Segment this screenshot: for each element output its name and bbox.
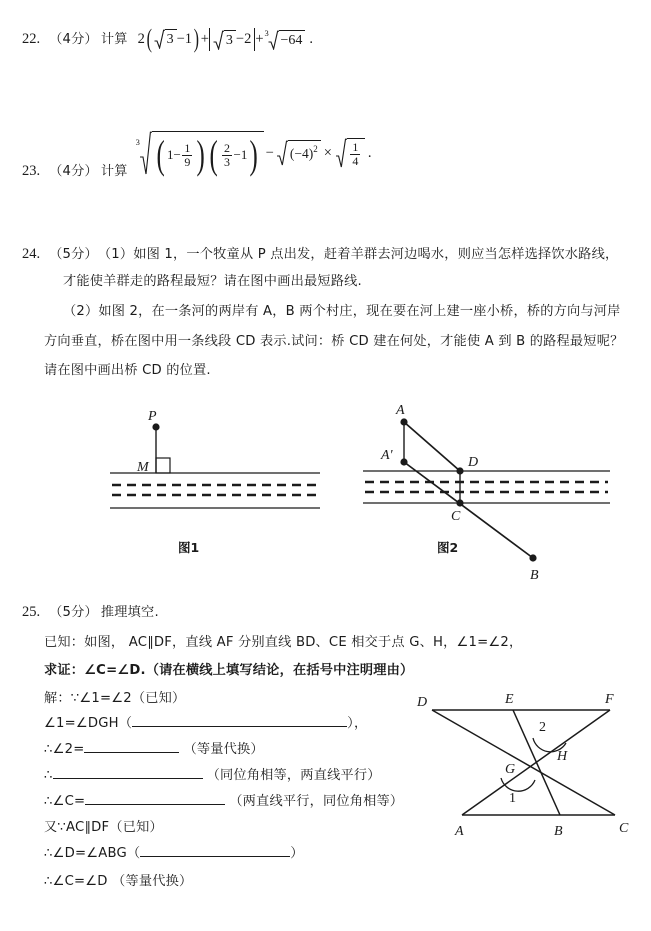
left-paren-icon: ( xyxy=(209,132,218,177)
radical-sign-icon xyxy=(213,30,224,50)
abs-minus-two: −2 xyxy=(235,31,252,47)
figure-25 xyxy=(405,685,651,850)
cube-root-product-radical xyxy=(137,131,264,175)
cube-root-index-23: 3 xyxy=(135,137,140,147)
figure-1-caption: 图1 xyxy=(178,540,200,555)
question-23-expression xyxy=(137,131,372,175)
fraction-one-quarter xyxy=(350,141,360,168)
minus-one-term-23: −1 xyxy=(233,147,248,162)
proof-step-7-text: ∴∠D=∠ABG（ xyxy=(44,846,141,861)
point-b-label: B xyxy=(554,824,563,839)
right-angle-marker xyxy=(156,458,170,473)
fraction-one-ninth xyxy=(182,142,192,169)
radical-sign-icon xyxy=(264,27,279,50)
proof-step-7 xyxy=(44,842,304,861)
proof-step-5-blank[interactable] xyxy=(85,791,225,805)
cube-root-radical xyxy=(264,27,306,50)
left-paren-icon: ( xyxy=(146,24,152,54)
point-e-label: E xyxy=(505,692,514,707)
proof-step-3-reason: （等量代换） xyxy=(183,742,264,757)
question-22 xyxy=(22,24,314,54)
question-25-title: 推理填空. xyxy=(100,605,159,620)
minus-one-term: −1 xyxy=(176,30,193,47)
question-25-score: （5分） xyxy=(49,605,98,620)
figure-25-canvas xyxy=(405,685,651,845)
point-c-dot xyxy=(456,499,463,506)
point-a-dot xyxy=(400,418,407,425)
plus-sign-2: + xyxy=(255,31,264,47)
fraction-numerator: 2 xyxy=(224,140,230,155)
neg-four-base: (−4) xyxy=(289,146,314,161)
proof-step-8 xyxy=(44,870,192,890)
proof-step-2-text: ∠1=∠DGH（ xyxy=(44,716,133,731)
point-c-label: C xyxy=(619,821,629,836)
figure-2-caption: 图2 xyxy=(437,540,459,555)
right-paren-icon: ) xyxy=(249,132,259,177)
radical-sign-icon xyxy=(335,138,347,168)
minus-sign-a: − xyxy=(173,147,181,162)
proof-step-4-blank[interactable] xyxy=(53,765,203,779)
right-paren-icon: ) xyxy=(196,132,205,177)
question-22-number: 22. xyxy=(22,31,41,47)
segment-ad xyxy=(404,422,460,471)
question-23-score: （4分） xyxy=(49,164,98,179)
proof-step-4 xyxy=(44,764,381,783)
point-g-label: G xyxy=(505,762,516,777)
point-a-label: A xyxy=(396,403,405,418)
question-23-number: 23. xyxy=(22,163,41,179)
paren-group-1 xyxy=(145,24,201,54)
sqrt-neg-four-squared xyxy=(276,140,321,166)
proof-step-2-reason: ）， xyxy=(347,716,368,731)
question-22-expression xyxy=(137,24,314,54)
fraction-denominator: 4 xyxy=(352,153,359,168)
question-24-number: 24. xyxy=(22,246,41,262)
proof-step-3 xyxy=(44,738,264,757)
cube-root-product-body xyxy=(152,131,264,175)
sqrt-3-radical-abs xyxy=(213,30,236,50)
one-term: 1 xyxy=(167,147,174,162)
angle-2-label: 2 xyxy=(539,720,546,735)
paren-group-a xyxy=(154,132,208,177)
coefficient-2: 2 xyxy=(137,31,145,47)
question-22-verb: 计算 xyxy=(100,32,128,47)
exponent-two: 2 xyxy=(313,144,318,154)
proof-step-4-text: ∴ xyxy=(44,768,53,783)
times-sign: × xyxy=(323,144,332,161)
point-p-label: P xyxy=(148,409,157,424)
sqrt-body-one-quarter xyxy=(347,138,365,168)
absolute-value-group xyxy=(209,28,255,51)
minus-sign-b: − xyxy=(265,144,274,161)
proof-step-5-text: ∴∠C= xyxy=(44,794,86,809)
proof-step-3-text: ∴∠2= xyxy=(44,742,85,757)
fraction-numerator: 1 xyxy=(352,139,359,154)
figure-2 xyxy=(355,390,645,595)
proof-step-6 xyxy=(44,816,163,836)
point-a-label: A xyxy=(455,824,464,839)
angle-1-label: 1 xyxy=(509,791,516,806)
point-f-label: F xyxy=(605,692,614,707)
radical-sign-icon xyxy=(137,131,152,175)
point-b-label: B xyxy=(530,568,539,583)
question-23 xyxy=(22,131,372,180)
right-paren-icon: ) xyxy=(193,24,200,54)
question-22-score: （4分） xyxy=(49,32,98,47)
proof-step-2-blank[interactable] xyxy=(132,713,347,727)
question-25-given: 已知：如图， AC∥DF，直线 AF 分别直线 BD、CE 相交于点 G、H，∠1=∠2， xyxy=(44,635,523,650)
question-24-line-4: 方向垂直，桥在图中用一条线段 CD 表示.试问：桥 CD 建在何处，才能使 A 到 B 的路程最短呢？ xyxy=(44,334,624,349)
plus-sign-1: + xyxy=(200,31,209,47)
sqrt-one-quarter xyxy=(335,138,365,168)
segment-aprime-b xyxy=(404,462,533,558)
fraction-denominator: 3 xyxy=(224,154,230,169)
figure-2-canvas xyxy=(355,390,645,590)
point-aprime-dot xyxy=(400,458,407,465)
proof-step-5-reason: （两直线平行，同位角相等） xyxy=(229,794,404,809)
question-24-line-2: 才能使羊群走的路程最短？请在图中画出最短路线. xyxy=(63,274,362,289)
abs-sqrt-radicand: 3 xyxy=(224,30,236,50)
paren-group-b xyxy=(207,132,261,177)
line-eb xyxy=(513,710,560,815)
question-24-score: （5分） xyxy=(49,247,98,262)
radical-sign-icon xyxy=(276,140,288,166)
left-paren-icon: ( xyxy=(156,132,165,177)
proof-step-7-blank[interactable] xyxy=(140,843,290,857)
sqrt-3-radical xyxy=(154,29,177,49)
point-h-label: H xyxy=(557,749,568,764)
point-d-dot xyxy=(456,467,463,474)
fraction-numerator: 1 xyxy=(184,140,191,155)
fraction-two-thirds xyxy=(222,142,232,169)
question-24 xyxy=(22,243,618,263)
proof-step-4-reason: （同位角相等，两直线平行） xyxy=(206,768,381,783)
radical-sign-icon xyxy=(154,29,165,49)
point-aprime-label: A' xyxy=(381,448,393,463)
sqrt-3-radicand: 3 xyxy=(165,29,177,49)
cube-root-radicand: −64 xyxy=(279,30,306,50)
proof-step-5 xyxy=(44,790,403,809)
cube-root-index: 3 xyxy=(264,27,269,38)
point-m-label: M xyxy=(137,460,149,475)
question-25-prove: 求证：∠C=∠D.（请在横线上填写结论，在括号中注明理由） xyxy=(44,663,414,678)
question-23-verb: 计算 xyxy=(100,164,128,179)
point-d-label: D xyxy=(468,455,479,470)
proof-step-1 xyxy=(44,687,185,707)
proof-step-3-blank[interactable] xyxy=(84,739,179,753)
question-25-number: 25. xyxy=(22,604,41,620)
proof-step-1-text: 解：∵∠1=∠2（已知） xyxy=(44,691,186,706)
question-24-line-1: （1）如图 1，一个牧童从 P 点出发，赶着羊群去河边喝水，则应当怎样选择饮水路线， xyxy=(97,247,619,262)
point-d-label: D xyxy=(417,695,428,710)
question-25 xyxy=(22,601,159,621)
point-c-label: C xyxy=(451,509,461,524)
question-24-line-5: 请在图中画出桥 CD 的位置. xyxy=(44,363,211,378)
period-22: . xyxy=(309,31,314,47)
sqrt-body-neg-four xyxy=(288,140,321,166)
proof-step-7-reason: ） xyxy=(290,846,304,861)
point-b-dot xyxy=(529,554,536,561)
period-23: . xyxy=(367,144,372,161)
fraction-denominator: 9 xyxy=(184,154,191,169)
proof-step-2 xyxy=(44,712,367,731)
proof-step-6-text: 又∵AC∥DF（已知） xyxy=(44,820,163,835)
point-p-dot xyxy=(152,423,159,430)
question-24-line-3: （2）如图 2，在一条河的两岸有 A，B 两个村庄，现在要在河上建一座小桥，桥的方向与河岸 xyxy=(63,304,621,319)
proof-step-8-text: ∴∠C=∠D （等量代换） xyxy=(44,874,193,889)
